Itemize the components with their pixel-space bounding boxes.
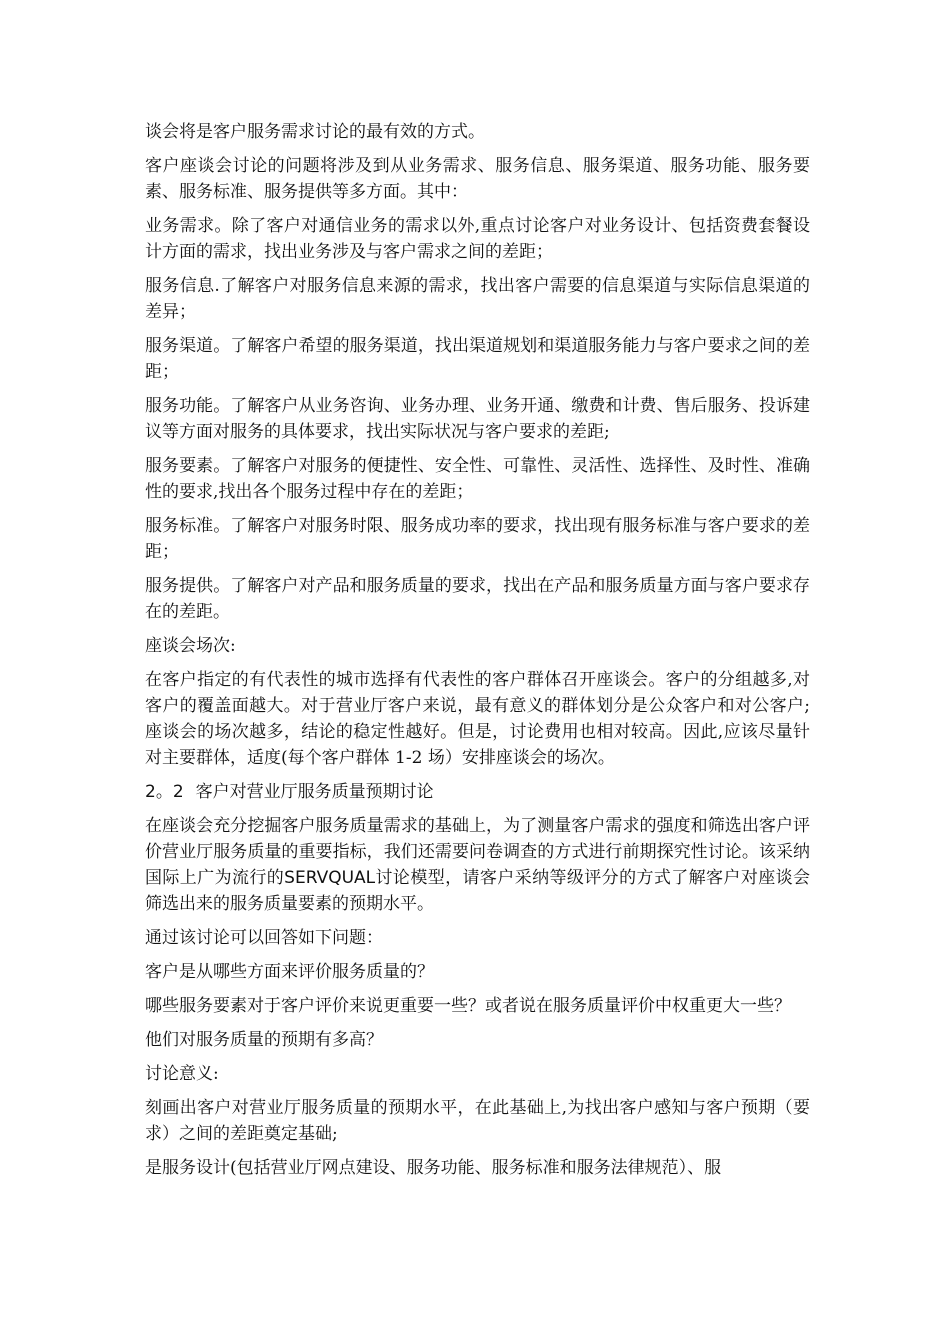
paragraph-topics: 客户座谈会讨论的问题将涉及到从业务需求、服务信息、服务渠道、服务功能、服务要素、服务标准、服务提供等多方面。其中： bbox=[145, 156, 810, 202]
paragraph-questions-intro: 通过该讨论可以回答如下问题： bbox=[145, 928, 383, 948]
section-heading bbox=[145, 779, 810, 805]
document-body bbox=[145, 119, 810, 1189]
paragraph-significance-label: 讨论意义: bbox=[145, 1064, 219, 1084]
paragraph-significance-1: 刻画出客户对营业厅服务质量的预期水平，在此基础上,为找出客户感知与客户预期（要求）之间的差距奠定基础; bbox=[145, 1098, 810, 1144]
servqual-model-name: SERVQUAL bbox=[284, 868, 376, 888]
paragraph-service-standard: 服务标准。了解客户对服务时限、服务成功率的要求，找出现有服务标准与客户要求的差距； bbox=[145, 516, 810, 562]
servqual-text-before: 在座谈会充分挖掘客户服务质量需求的基础上，为了测量客户需求的强度和筛选出客户评价营业厅服务质量的重要指标，我们还需要问卷调查的方式进行前期探究性讨论。该采纳国际上广为流行的 bbox=[145, 816, 810, 888]
paragraph-service-provision: 服务提供。了解客户对产品和服务质量的要求，找出在产品和服务质量方面与客户要求存在的差距。 bbox=[145, 576, 810, 622]
paragraph-business-needs: 业务需求。除了客户对通信业务的需求以外,重点讨论客户对业务设计、包括资费套餐设计方面的需求，找出业务涉及与客户需求之间的差距； bbox=[145, 216, 810, 262]
section-number: 2。2 bbox=[145, 782, 184, 802]
paragraph-question-1: 客户是从哪些方面来评价服务质量的？ bbox=[145, 962, 434, 982]
paragraph-servqual bbox=[145, 813, 810, 917]
paragraph-service-elements: 服务要素。了解客户对服务的便捷性、安全性、可靠性、灵活性、选择性、及时性、准确性的要求,找出各个服务过程中存在的差距； bbox=[145, 456, 810, 502]
paragraph-significance-2: 是服务设计(包括营业厅网点建设、服务功能、服务标准和服务法律规范）、服 bbox=[145, 1158, 722, 1178]
paragraph-sessions: 在客户指定的有代表性的城市选择有代表性的客户群体召开座谈会。客户的分组越多,对客户的覆盖面越大。对于营业厅客户来说，最有意义的群体划分是公众客户和对公客户;座谈会的场次越多，结论的稳定性越好。但是，讨论费用也相对较高。因此,应该尽量针对主要群体，适度(每个客户群体 1-2 场）安排座谈会的场次。 bbox=[145, 670, 810, 768]
paragraph-service-function: 服务功能。了解客户从业务咨询、业务办理、业务开通、缴费和计费、售后服务、投诉建议等方面对服务的具体要求，找出实际状况与客户要求的差距; bbox=[145, 396, 810, 442]
paragraph-service-info: 服务信息.了解客户对服务信息来源的需求，找出客户需要的信息渠道与实际信息渠道的差异； bbox=[145, 276, 810, 322]
paragraph-question-2: 哪些服务要素对于客户评价来说更重要一些？或者说在服务质量评价中权重更大一些？ bbox=[145, 996, 791, 1016]
paragraph-session-label: 座谈会场次: bbox=[145, 636, 236, 656]
section-title: 客户对营业厅服务质量预期讨论 bbox=[195, 782, 434, 802]
servqual-text-after: 讨论模型，请客户采纳等级评分的方式了解客户对座谈会筛选出来的服务质量要素的预期水平。 bbox=[145, 868, 811, 914]
paragraph-service-channel: 服务渠道。了解客户希望的服务渠道，找出渠道规划和渠道服务能力与客户要求之间的差距； bbox=[145, 336, 810, 382]
paragraph-question-3: 他们对服务质量的预期有多高？ bbox=[145, 1030, 383, 1050]
paragraph-intro-tail: 谈会将是客户服务需求讨论的最有效的方式。 bbox=[145, 122, 485, 142]
